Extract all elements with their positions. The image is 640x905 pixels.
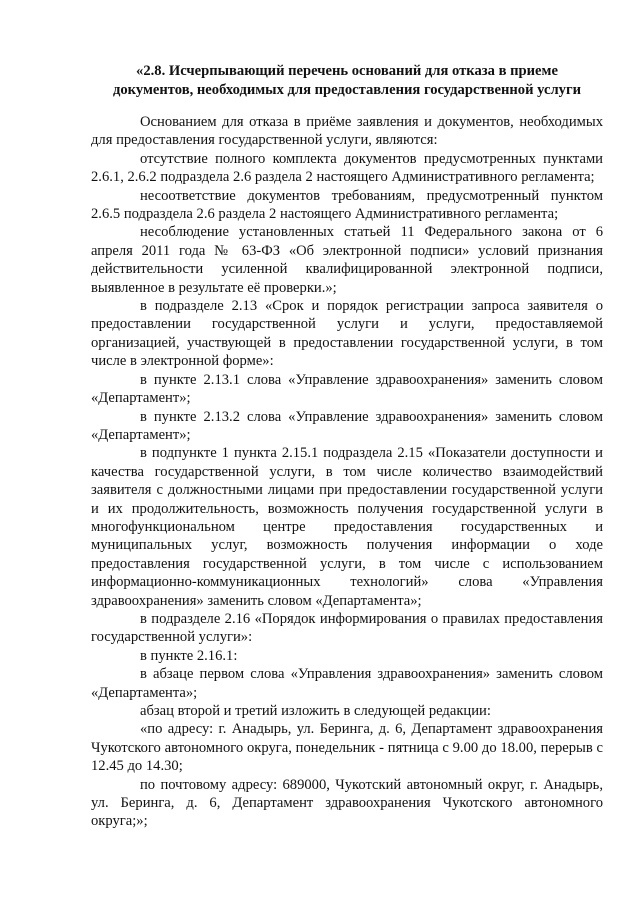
paragraph: в подразделе 2.13 «Срок и порядок регистрации запроса заявителя о предоставлении государственной услуги и услуги, предоставляемой организацией, участвующей в предоставлении государственной услуги, в том числе в электронной форме»: <box>91 298 603 370</box>
paragraph: несоответствие документов требованиям, предусмотренный пунктом 2.6.5 подраздела 2.6 раздела 2 настоящего Административного регламента; <box>91 187 603 223</box>
section-title-line-1: «2.8. Исчерпывающий перечень оснований для отказа в приеме <box>136 63 558 79</box>
paragraph: в подпункте 1 пункта 2.15.1 подраздела 2.15 «Показатели доступности и качества государственной услуги, в том числе количество взаимодействий заявителя с должностными лицами при предоставлении государственной услуги и их продолжительность, возможность получения государственной услуги в многофункциональном центре предоставления государственных и муниципальных услуг, возможность получения информации о ходе предоставления государственной услуги, в том числе с использованием информационно-коммуникационных технологий» слова «Управления здравоохранения» заменить словом «Департамента»; <box>91 445 603 609</box>
paragraph: в абзаце первом слова «Управления здравоохранения» заменить словом «Департамента»; <box>91 666 603 701</box>
paragraph: в подразделе 2.16 «Порядок информирования о правилах предоставления государственной услуги»: <box>91 610 603 646</box>
paragraph: в пункте 2.16.1: <box>140 647 238 664</box>
paragraph: «по адресу: г. Анадырь, ул. Беринга, д. 6, Департамент здравоохранения Чукотского автономного округа, понедельник - пятница с 9.00 до 18.00, перерыв с 12.45 до 14.30; <box>91 721 603 775</box>
paragraph: в пункте 2.13.2 слова «Управление здравоохранения» заменить словом «Департамент»; <box>91 408 603 443</box>
section-title <box>91 62 603 100</box>
section-title-line-2: документов, необходимых для предоставления государственной услуги <box>113 82 581 98</box>
paragraph: несоблюдение установленных статьей 11 Федерального закона от 6 апреля 2011 года № 63-ФЗ «Об электронной подписи» условий признания действительности усиленной квалифицированной электронной подписи, выявленное в результате её проверки.»; <box>91 224 603 296</box>
paragraph: отсутствие полного комплекта документов предусмотренных пунктами 2.6.1, 2.6.2 подраздела 2.6 раздела 2 настоящего Административного регламента; <box>91 150 603 186</box>
paragraph: абзац второй и третий изложить в следующей редакции: <box>140 703 491 719</box>
paragraph: по почтовому адресу: 689000, Чукотский автономный округ, г. Анадырь, ул. Беринга, д. 6, Департамент здравоохранения Чукотского автономного округа;»; <box>91 776 603 830</box>
paragraph: в пункте 2.13.1 слова «Управление здравоохранения» заменить словом «Департамент»; <box>91 371 603 407</box>
document-page <box>91 62 603 831</box>
paragraph: Основанием для отказа в приёме заявления и документов, необходимых для предоставления государственной услуги, являются: <box>91 114 603 149</box>
